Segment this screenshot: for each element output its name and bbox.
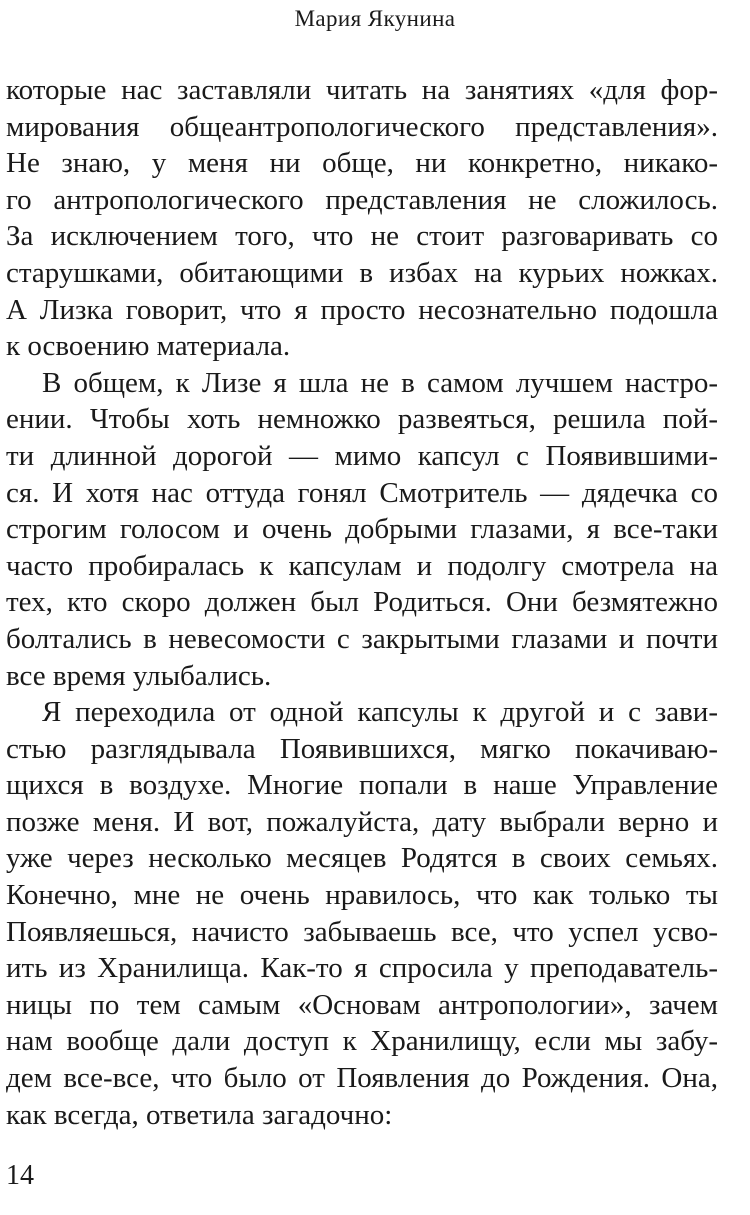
text-line: которые нас заставляли читать на занятиях «для фор-	[6, 74, 718, 106]
text-line: Конечно, мне не очень нравилось, что как только ты	[6, 879, 718, 912]
text-line: нам вообще дали доступ к Хранилищу, если мы забу-	[6, 1025, 718, 1058]
text-line: старушками, обитающими в избах на курьих ножках.	[6, 256, 718, 289]
text-line: к освоению материала.	[6, 330, 291, 363]
text-line: дем все-все, что было от Появления до Рождения. Она,	[6, 1062, 718, 1095]
text-line: тех, кто скоро должен был Родиться. Они безмятежно	[6, 586, 718, 619]
text-line: ении. Чтобы хоть немножко развеяться, решила пой-	[6, 403, 718, 436]
text-line: щихся в воздухе. Многие попали в наше Управление	[6, 769, 718, 802]
text-line: мирования общеантропологического представления».	[6, 110, 718, 143]
text-line: как всегда, ответила загадочно:	[6, 1098, 393, 1131]
text-line: Я переходила от одной капсулы к другой и с зави-	[42, 696, 718, 729]
text-line: уже через несколько месяцев Родятся в своих семьях.	[6, 842, 718, 875]
text-line: стью разглядывала Появившихся, мягко покачиваю-	[6, 732, 718, 765]
text-line: болтались в невесомости с закрытыми глазами и почти	[6, 622, 718, 655]
text-line: все время улыбались.	[6, 659, 272, 692]
text-line: часто пробиралась к капсулам и подолгу смотрела на	[6, 549, 718, 582]
running-header-author: Мария Якунина	[294, 6, 456, 31]
text-line: В общем, к Лизе я шла не в самом лучшем настро-	[42, 366, 718, 399]
text-line: позже меня. И вот, пожалуйста, дату выбрали верно и	[6, 805, 718, 838]
page-number: 14	[6, 1160, 34, 1191]
text-line: строгим голосом и очень добрыми глазами, я все-таки	[6, 513, 718, 546]
text-line: ницы по тем самым «Основам антропологии», зачем	[6, 988, 718, 1021]
text-line: А Лизка говорит, что я просто несознательно подошла	[6, 293, 718, 326]
text-line: Появляешься, начисто забываешь все, что успел усво-	[6, 915, 718, 948]
text-line: ся. И хотя нас оттуда гонял Смотритель — дядечка со	[6, 476, 718, 509]
text-line: За исключением того, что не стоит разговаривать со	[6, 220, 718, 253]
text-line: го антропологического представления не сложилось.	[6, 183, 718, 216]
text-line: ить из Хранилища. Как-то я спросила у преподаватель-	[6, 952, 718, 985]
body-text	[6, 72, 718, 1133]
text-line: ти длинной дорогой — мимо капсул с Появившими-	[6, 439, 718, 472]
text-line: Не знаю, у меня ни обще, ни конкретно, никако-	[6, 147, 718, 180]
